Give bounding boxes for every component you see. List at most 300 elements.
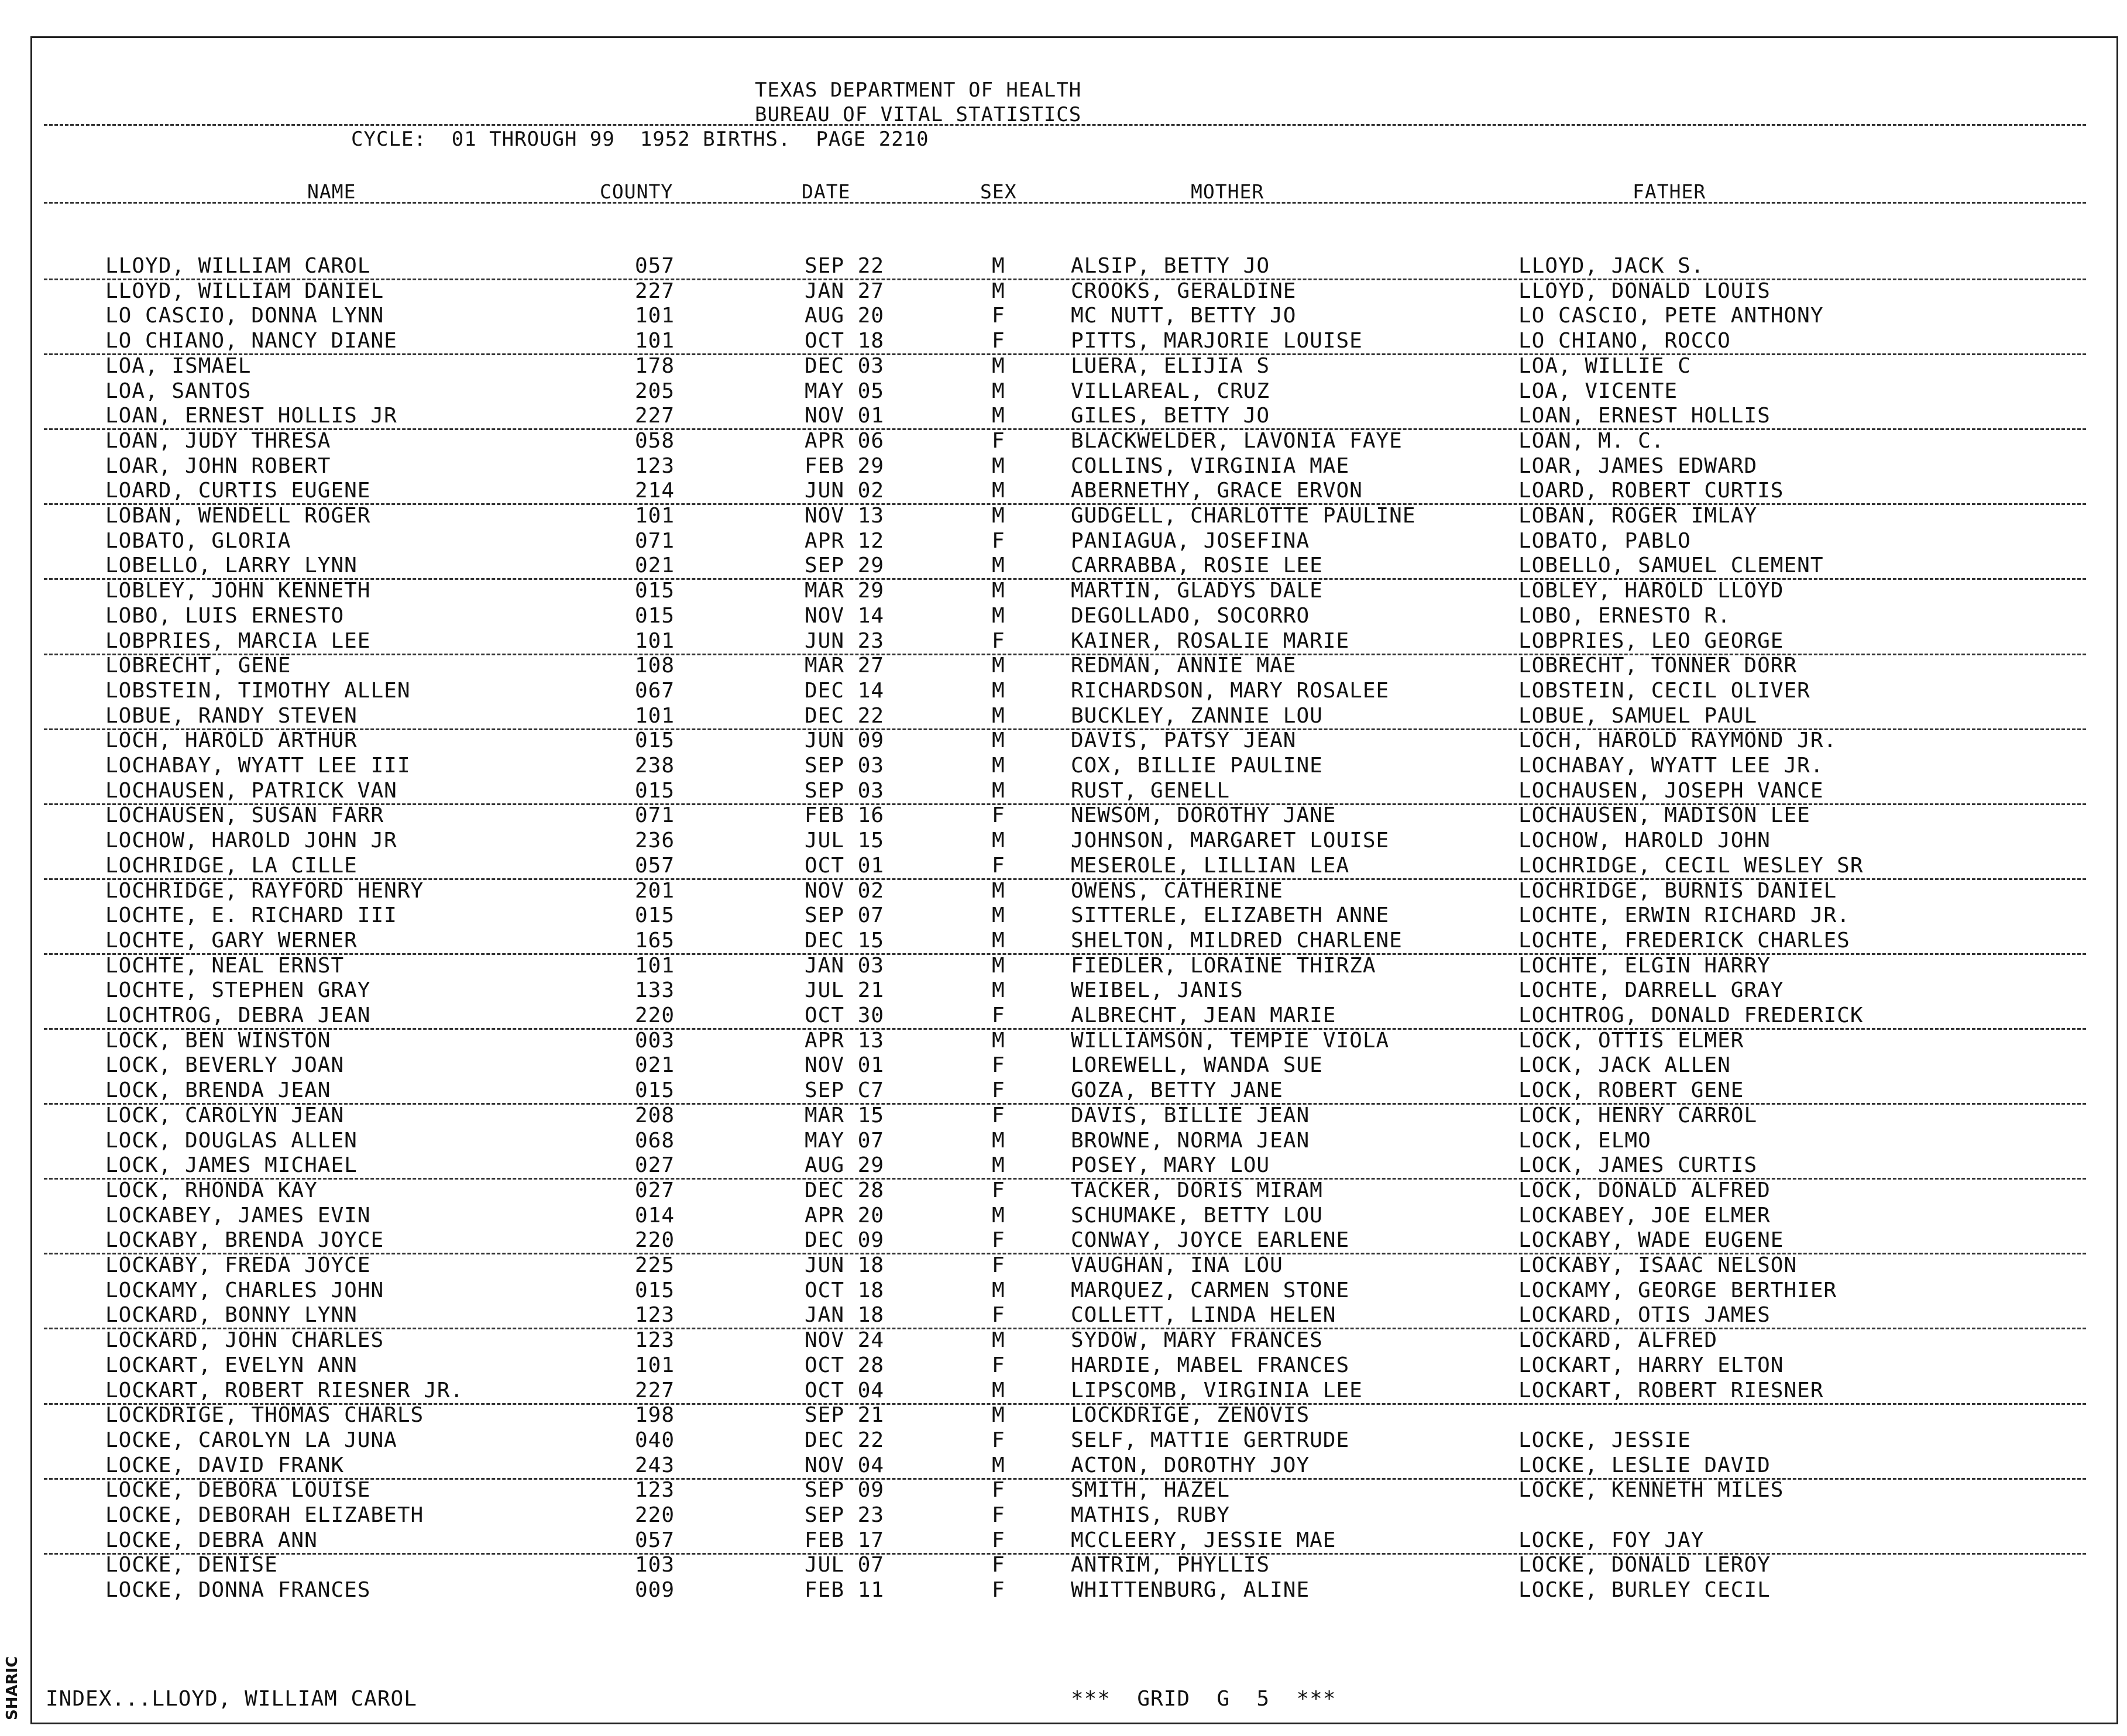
cell-name: LOCKDRIGE, THOMAS CHARLS <box>105 1403 424 1428</box>
cell-county: 009 <box>635 1578 675 1603</box>
cell-county: 133 <box>635 978 675 1003</box>
cell-county: 123 <box>635 453 675 478</box>
column-header-father: FATHER <box>1633 180 1706 203</box>
cell-father: LLOYD, DONALD LOUIS <box>1518 279 1771 303</box>
cell-county: 021 <box>635 554 675 578</box>
cell-date: DEC 22 <box>805 1428 885 1452</box>
cell-date: JUN 09 <box>805 728 885 753</box>
cell-sex: F <box>992 1428 1005 1452</box>
cell-mother: LIPSCOMB, VIRGINIA LEE <box>1071 1378 1363 1402</box>
cell-date: NOV 02 <box>805 878 885 903</box>
cell-date: DEC 14 <box>805 678 885 703</box>
cell-name: LOCHABAY, WYATT LEE III <box>105 754 411 778</box>
cell-mother: WILLIAMSON, TEMPIE VIOLA <box>1071 1028 1390 1053</box>
cell-county: 057 <box>635 853 675 878</box>
cell-date: SEP 07 <box>805 903 885 928</box>
cell-father: LOAN, M. C. <box>1518 428 1665 453</box>
cell-date: FEB 29 <box>805 453 885 478</box>
cell-sex: M <box>992 1378 1005 1402</box>
cell-father: LOCKE, LESLIE DAVID <box>1518 1453 1771 1477</box>
cell-sex: F <box>992 1353 1005 1377</box>
cell-father: LOCK, JACK ALLEN <box>1518 1053 1731 1078</box>
cell-mother: RUST, GENELL <box>1071 778 1231 803</box>
cell-name: LOARD, CURTIS EUGENE <box>105 479 371 503</box>
cell-sex: F <box>992 528 1005 553</box>
cell-name: LOCKART, ROBERT RIESNER JR. <box>105 1378 464 1402</box>
cycle-line: CYCLE: 01 THROUGH 99 1952 BIRTHS. PAGE 2210 <box>351 128 929 151</box>
cell-county: 027 <box>635 1153 675 1178</box>
cell-mother: SHELTON, MILDRED CHARLENE <box>1071 928 1403 953</box>
cell-county: 040 <box>635 1428 675 1452</box>
cell-name: LOBO, LUIS ERNESTO <box>105 603 345 628</box>
cell-name: LOCKART, EVELYN ANN <box>105 1353 358 1377</box>
cell-mother: OWENS, CATHERINE <box>1071 878 1283 903</box>
cell-name: LOCKE, DEBORA LOUISE <box>105 1478 371 1503</box>
cell-name: LOBELLO, LARRY LYNN <box>105 554 358 578</box>
cell-name: LOBRECHT, GENE <box>105 654 291 678</box>
cell-sex: M <box>992 353 1005 378</box>
cell-mother: DEGOLLADO, SOCORRO <box>1071 603 1310 628</box>
cell-father: LOCHTROG, DONALD FREDERICK <box>1518 1003 1864 1027</box>
cell-name: LOCKABY, FREDA JOYCE <box>105 1253 371 1277</box>
cell-father: LOA, WILLIE C <box>1518 353 1691 378</box>
cell-mother: VILLAREAL, CRUZ <box>1071 379 1270 403</box>
cell-date: NOV 01 <box>805 404 885 428</box>
cell-father: LOCHTE, ELGIN HARRY <box>1518 953 1771 978</box>
cell-county: 057 <box>635 254 675 278</box>
cell-name: LOCHTROG, DEBRA JEAN <box>105 1003 371 1027</box>
column-header-sex: SEX <box>980 180 1017 203</box>
cell-date: MAR 15 <box>805 1103 885 1127</box>
cell-county: 220 <box>635 1003 675 1027</box>
cell-date: OCT 18 <box>805 329 885 353</box>
cell-mother: MCCLEERY, JESSIE MAE <box>1071 1528 1336 1552</box>
cell-name: LOCK, BRENDA JEAN <box>105 1078 331 1103</box>
cell-county: 015 <box>635 579 675 603</box>
cell-name: LOCK, JAMES MICHAEL <box>105 1153 358 1178</box>
cell-name: LOCKABY, BRENDA JOYCE <box>105 1228 384 1253</box>
cell-sex: M <box>992 678 1005 703</box>
cell-father: LOCHRIDGE, BURNIS DANIEL <box>1518 878 1837 903</box>
cell-father: LOCKE, DONALD LEROY <box>1518 1553 1771 1577</box>
cell-sex: F <box>992 1303 1005 1328</box>
cell-county: 015 <box>635 1078 675 1103</box>
cell-sex: F <box>992 1078 1005 1103</box>
cell-name: LOCKARD, JOHN CHARLES <box>105 1328 384 1353</box>
cell-father: LOCK, ELMO <box>1518 1128 1651 1153</box>
cell-date: JAN 03 <box>805 953 885 978</box>
side-mark: SHARIC <box>4 1656 21 1720</box>
cell-name: LOCHRIDGE, LA CILLE <box>105 853 358 878</box>
cell-county: 067 <box>635 678 675 703</box>
cell-date: APR 20 <box>805 1203 885 1228</box>
cell-sex: M <box>992 878 1005 903</box>
cell-father: LOCHRIDGE, CECIL WESLEY SR <box>1518 853 1864 878</box>
cell-name: LOCKE, DAVID FRANK <box>105 1453 345 1477</box>
cell-mother: SMITH, HAZEL <box>1071 1478 1231 1503</box>
cell-sex: F <box>992 304 1005 328</box>
cell-name: LOCHOW, HAROLD JOHN JR <box>105 829 397 853</box>
cell-sex: F <box>992 1578 1005 1603</box>
cell-county: 014 <box>635 1203 675 1228</box>
cell-date: NOV 04 <box>805 1453 885 1477</box>
cell-mother: ABERNETHY, GRACE ERVON <box>1071 479 1363 503</box>
cell-mother: MC NUTT, BETTY JO <box>1071 304 1297 328</box>
cell-name: LOBUE, RANDY STEVEN <box>105 703 358 728</box>
cell-mother: DAVIS, BILLIE JEAN <box>1071 1103 1310 1127</box>
cell-date: SEP C7 <box>805 1078 885 1103</box>
cell-county: 123 <box>635 1478 675 1503</box>
cell-sex: F <box>992 1178 1005 1202</box>
cell-sex: M <box>992 1128 1005 1153</box>
cell-date: JUN 02 <box>805 479 885 503</box>
cell-sex: F <box>992 803 1005 828</box>
cell-mother: COLLINS, VIRGINIA MAE <box>1071 453 1350 478</box>
cell-mother: ANTRIM, PHYLLIS <box>1071 1553 1270 1577</box>
cell-sex: M <box>992 504 1005 528</box>
cell-county: 021 <box>635 1053 675 1078</box>
cell-mother: BROWNE, NORMA JEAN <box>1071 1128 1310 1153</box>
cell-father: LOCHAUSEN, JOSEPH VANCE <box>1518 778 1824 803</box>
cell-sex: M <box>992 928 1005 953</box>
cell-county: 101 <box>635 304 675 328</box>
cell-date: OCT 30 <box>805 1003 885 1027</box>
cell-father: LOBUE, SAMUEL PAUL <box>1518 703 1758 728</box>
cell-name: LOBLEY, JOHN KENNETH <box>105 579 371 603</box>
cell-father: LOCHTE, ERWIN RICHARD JR. <box>1518 903 1850 928</box>
cell-mother: COLLETT, LINDA HELEN <box>1071 1303 1336 1328</box>
cell-name: LOBPRIES, MARCIA LEE <box>105 628 371 653</box>
cell-father: LOCKABY, WADE EUGENE <box>1518 1228 1784 1253</box>
cell-mother: COX, BILLIE PAULINE <box>1071 754 1323 778</box>
cell-mother: LOREWELL, WANDA SUE <box>1071 1053 1323 1078</box>
cell-county: 015 <box>635 728 675 753</box>
cell-sex: F <box>992 1553 1005 1577</box>
cell-father: LOA, VICENTE <box>1518 379 1678 403</box>
cell-sex: M <box>992 903 1005 928</box>
cell-date: OCT 04 <box>805 1378 885 1402</box>
cell-father: LOCHAUSEN, MADISON LEE <box>1518 803 1810 828</box>
cell-name: LOAN, JUDY THRESA <box>105 428 331 453</box>
cell-date: SEP 29 <box>805 554 885 578</box>
cell-date: JAN 18 <box>805 1303 885 1328</box>
cell-father: LOBAN, ROGER IMLAY <box>1518 504 1758 528</box>
cell-mother: HARDIE, MABEL FRANCES <box>1071 1353 1350 1377</box>
cell-date: DEC 03 <box>805 353 885 378</box>
cell-county: 015 <box>635 903 675 928</box>
cell-date: MAR 27 <box>805 654 885 678</box>
column-header-mother: MOTHER <box>1191 180 1264 203</box>
cell-date: FEB 16 <box>805 803 885 828</box>
cell-father: LOCK, JAMES CURTIS <box>1518 1153 1758 1178</box>
cell-father: LOBPRIES, LEO GEORGE <box>1518 628 1784 653</box>
cell-father: LOCKABEY, JOE ELMER <box>1518 1203 1771 1228</box>
cell-name: LOAN, ERNEST HOLLIS JR <box>105 404 397 428</box>
cell-father: LOBSTEIN, CECIL OLIVER <box>1518 678 1810 703</box>
cell-county: 220 <box>635 1228 675 1253</box>
cell-sex: F <box>992 1053 1005 1078</box>
cell-county: 123 <box>635 1303 675 1328</box>
cell-mother: KAINER, ROSALIE MARIE <box>1071 628 1350 653</box>
cell-county: 225 <box>635 1253 675 1277</box>
cell-sex: M <box>992 778 1005 803</box>
cell-sex: M <box>992 829 1005 853</box>
cell-date: APR 06 <box>805 428 885 453</box>
cell-mother: BUCKLEY, ZANNIE LOU <box>1071 703 1323 728</box>
cell-name: LOCHTE, NEAL ERNST <box>105 953 345 978</box>
cell-name: LLOYD, WILLIAM CAROL <box>105 254 371 278</box>
cell-name: LOCHAUSEN, SUSAN FARR <box>105 803 384 828</box>
cell-date: NOV 01 <box>805 1053 885 1078</box>
cell-county: 208 <box>635 1103 675 1127</box>
cell-date: APR 12 <box>805 528 885 553</box>
cell-name: LOBAN, WENDELL ROGER <box>105 504 371 528</box>
cell-name: LOCHTE, GARY WERNER <box>105 928 358 953</box>
cell-mother: CROOKS, GERALDINE <box>1071 279 1297 303</box>
cell-county: 165 <box>635 928 675 953</box>
cell-county: 227 <box>635 1378 675 1402</box>
cell-mother: JOHNSON, MARGARET LOUISE <box>1071 829 1390 853</box>
cell-mother: WHITTENBURG, ALINE <box>1071 1578 1310 1603</box>
cell-mother: TACKER, DORIS MIRAM <box>1071 1178 1323 1202</box>
cell-father: LOBRECHT, TONNER DORR <box>1518 654 1798 678</box>
cell-sex: M <box>992 1153 1005 1178</box>
cell-father: LOAN, ERNEST HOLLIS <box>1518 404 1771 428</box>
cell-mother: LOCKDRIGE, ZENOVIS <box>1071 1403 1310 1428</box>
cell-sex: M <box>992 254 1005 278</box>
cell-sex: M <box>992 953 1005 978</box>
cell-father: LOARD, ROBERT CURTIS <box>1518 479 1784 503</box>
cell-father: LOCKAMY, GEORGE BERTHIER <box>1518 1278 1837 1302</box>
cell-date: JUN 23 <box>805 628 885 653</box>
cell-date: SEP 21 <box>805 1403 885 1428</box>
cell-name: LOCK, CAROLYN JEAN <box>105 1103 345 1127</box>
cell-date: SEP 03 <box>805 754 885 778</box>
cell-name: LO CHIANO, NANCY DIANE <box>105 329 397 353</box>
cell-name: LOA, ISMAEL <box>105 353 252 378</box>
cell-county: 243 <box>635 1453 675 1477</box>
cell-date: DEC 28 <box>805 1178 885 1202</box>
cell-sex: M <box>992 978 1005 1003</box>
cell-mother: MESEROLE, LILLIAN LEA <box>1071 853 1350 878</box>
cell-father: LO CHIANO, ROCCO <box>1518 329 1731 353</box>
cell-county: 238 <box>635 754 675 778</box>
cell-county: 101 <box>635 628 675 653</box>
cell-mother: CONWAY, JOYCE EARLENE <box>1071 1228 1350 1253</box>
cell-sex: F <box>992 1528 1005 1552</box>
cell-mother: ALBRECHT, JEAN MARIE <box>1071 1003 1336 1027</box>
cell-date: SEP 09 <box>805 1478 885 1503</box>
cell-county: 101 <box>635 953 675 978</box>
cell-date: OCT 28 <box>805 1353 885 1377</box>
column-header-name: NAME <box>307 180 356 203</box>
cell-name: LOCK, RHONDA KAY <box>105 1178 318 1202</box>
cell-father: LOCKARD, OTIS JAMES <box>1518 1303 1771 1328</box>
cell-sex: M <box>992 479 1005 503</box>
cell-sex: M <box>992 728 1005 753</box>
cell-sex: M <box>992 1328 1005 1353</box>
cell-mother: ACTON, DOROTHY JOY <box>1071 1453 1310 1477</box>
cell-county: 205 <box>635 379 675 403</box>
cell-county: 058 <box>635 428 675 453</box>
cell-county: 003 <box>635 1028 675 1053</box>
cell-county: 015 <box>635 778 675 803</box>
cell-date: NOV 13 <box>805 504 885 528</box>
cell-sex: F <box>992 1103 1005 1127</box>
cell-sex: M <box>992 1278 1005 1302</box>
cell-sex: M <box>992 379 1005 403</box>
header-title: TEXAS DEPARTMENT OF HEALTH <box>755 78 1082 102</box>
cell-father: LOCH, HAROLD RAYMOND JR. <box>1518 728 1837 753</box>
cell-father: LLOYD, JACK S. <box>1518 254 1705 278</box>
header-bureau: BUREAU OF VITAL STATISTICS <box>755 103 1082 126</box>
cell-name: LOBATO, GLORIA <box>105 528 291 553</box>
cell-county: 108 <box>635 654 675 678</box>
cell-sex: F <box>992 329 1005 353</box>
cell-name: LOAR, JOHN ROBERT <box>105 453 331 478</box>
footer-index: INDEX...LLOYD, WILLIAM CAROL <box>46 1687 417 1711</box>
cell-father: LOAR, JAMES EDWARD <box>1518 453 1758 478</box>
cell-date: DEC 09 <box>805 1228 885 1253</box>
cell-name: LOCHTE, E. RICHARD III <box>105 903 397 928</box>
cell-sex: M <box>992 1028 1005 1053</box>
cell-date: JUL 21 <box>805 978 885 1003</box>
cell-sex: F <box>992 853 1005 878</box>
cell-date: NOV 24 <box>805 1328 885 1353</box>
cell-father: LO CASCIO, PETE ANTHONY <box>1518 304 1824 328</box>
cell-sex: M <box>992 654 1005 678</box>
cell-mother: SCHUMAKE, BETTY LOU <box>1071 1203 1323 1228</box>
cell-mother: BLACKWELDER, LAVONIA FAYE <box>1071 428 1403 453</box>
cell-father: LOCKART, ROBERT RIESNER <box>1518 1378 1824 1402</box>
cell-name: LOCHAUSEN, PATRICK VAN <box>105 778 397 803</box>
cell-father: LOCK, HENRY CARROL <box>1518 1103 1758 1127</box>
cell-sex: M <box>992 1203 1005 1228</box>
cell-name: LLOYD, WILLIAM DANIEL <box>105 279 384 303</box>
cell-county: 101 <box>635 1353 675 1377</box>
cell-sex: M <box>992 453 1005 478</box>
cell-sex: F <box>992 1228 1005 1253</box>
column-header-county: COUNTY <box>600 180 674 203</box>
cell-county: 101 <box>635 504 675 528</box>
cell-date: AUG 20 <box>805 304 885 328</box>
cell-father: LOCK, OTTIS ELMER <box>1518 1028 1744 1053</box>
cell-sex: M <box>992 279 1005 303</box>
cell-mother: MARTIN, GLADYS DALE <box>1071 579 1323 603</box>
cell-mother: VAUGHAN, INA LOU <box>1071 1253 1283 1277</box>
cell-mother: REDMAN, ANNIE MAE <box>1071 654 1297 678</box>
cell-county: 198 <box>635 1403 675 1428</box>
cell-county: 214 <box>635 479 675 503</box>
cell-mother: SELF, MATTIE GERTRUDE <box>1071 1428 1350 1452</box>
cell-mother: POSEY, MARY LOU <box>1071 1153 1270 1178</box>
cell-date: SEP 03 <box>805 778 885 803</box>
cell-sex: F <box>992 1253 1005 1277</box>
cell-sex: F <box>992 1503 1005 1527</box>
cell-mother: GOZA, BETTY JANE <box>1071 1078 1283 1103</box>
cell-mother: SITTERLE, ELIZABETH ANNE <box>1071 903 1390 928</box>
cell-father: LOCHTE, DARRELL GRAY <box>1518 978 1784 1003</box>
cell-father: LOCKABY, ISAAC NELSON <box>1518 1253 1798 1277</box>
column-header-rule <box>44 202 2086 204</box>
cell-county: 071 <box>635 528 675 553</box>
cell-father: LOCKE, FOY JAY <box>1518 1528 1705 1552</box>
cell-date: DEC 15 <box>805 928 885 953</box>
cell-date: AUG 29 <box>805 1153 885 1178</box>
cell-sex: F <box>992 628 1005 653</box>
cell-mother: PANIAGUA, JOSEFINA <box>1071 528 1310 553</box>
cell-name: LO CASCIO, DONNA LYNN <box>105 304 384 328</box>
cell-father: LOCKE, BURLEY CECIL <box>1518 1578 1771 1603</box>
cell-mother: WEIBEL, JANIS <box>1071 978 1243 1003</box>
cell-mother: RICHARDSON, MARY ROSALEE <box>1071 678 1390 703</box>
cell-county: 071 <box>635 803 675 828</box>
footer-grid: *** GRID G 5 *** <box>1071 1687 1336 1711</box>
cell-name: LOCKARD, BONNY LYNN <box>105 1303 358 1328</box>
cell-county: 236 <box>635 829 675 853</box>
cell-father: LOCKARD, ALFRED <box>1518 1328 1718 1353</box>
cell-father: LOCHABAY, WYATT LEE JR. <box>1518 754 1824 778</box>
cell-father: LOCHOW, HAROLD JOHN <box>1518 829 1771 853</box>
cell-father: LOBO, ERNESTO R. <box>1518 603 1731 628</box>
cell-mother: DAVIS, PATSY JEAN <box>1071 728 1297 753</box>
cell-name: LOCKE, DEBRA ANN <box>105 1528 318 1552</box>
cell-county: 015 <box>635 603 675 628</box>
cell-sex: M <box>992 1403 1005 1428</box>
cell-date: MAY 05 <box>805 379 885 403</box>
cell-county: 220 <box>635 1503 675 1527</box>
cell-date: FEB 11 <box>805 1578 885 1603</box>
cell-mother: MATHIS, RUBY <box>1071 1503 1231 1527</box>
cell-sex: F <box>992 1478 1005 1503</box>
cell-father: LOCKE, KENNETH MILES <box>1518 1478 1784 1503</box>
header-rule <box>44 124 2086 126</box>
cell-county: 227 <box>635 404 675 428</box>
cell-sex: M <box>992 579 1005 603</box>
cell-date: FEB 17 <box>805 1528 885 1552</box>
cell-sex: M <box>992 1453 1005 1477</box>
cell-name: LOCHRIDGE, RAYFORD HENRY <box>105 878 424 903</box>
cell-date: SEP 22 <box>805 254 885 278</box>
cell-mother: ALSIP, BETTY JO <box>1071 254 1270 278</box>
cell-mother: CARRABBA, ROSIE LEE <box>1071 554 1323 578</box>
cell-county: 027 <box>635 1178 675 1202</box>
column-header-date: DATE <box>802 180 851 203</box>
cell-county: 068 <box>635 1128 675 1153</box>
cell-county: 015 <box>635 1278 675 1302</box>
cell-mother: SYDOW, MARY FRANCES <box>1071 1328 1323 1353</box>
cell-father: LOCHTE, FREDERICK CHARLES <box>1518 928 1850 953</box>
cell-sex: M <box>992 554 1005 578</box>
cell-date: OCT 01 <box>805 853 885 878</box>
cell-date: JUL 15 <box>805 829 885 853</box>
cell-mother: FIEDLER, LORAINE THIRZA <box>1071 953 1376 978</box>
cell-name: LOCHTE, STEPHEN GRAY <box>105 978 371 1003</box>
cell-name: LOCK, BEN WINSTON <box>105 1028 331 1053</box>
cell-name: LOA, SANTOS <box>105 379 252 403</box>
cell-county: 201 <box>635 878 675 903</box>
cell-county: 103 <box>635 1553 675 1577</box>
cell-sex: F <box>992 428 1005 453</box>
cell-name: LOCKE, CAROLYN LA JUNA <box>105 1428 397 1452</box>
cell-name: LOCH, HAROLD ARTHUR <box>105 728 358 753</box>
cell-county: 101 <box>635 329 675 353</box>
cell-mother: GILES, BETTY JO <box>1071 404 1270 428</box>
cell-county: 123 <box>635 1328 675 1353</box>
cell-name: LOCKABEY, JAMES EVIN <box>105 1203 371 1228</box>
cell-date: JAN 27 <box>805 279 885 303</box>
cell-date: OCT 18 <box>805 1278 885 1302</box>
